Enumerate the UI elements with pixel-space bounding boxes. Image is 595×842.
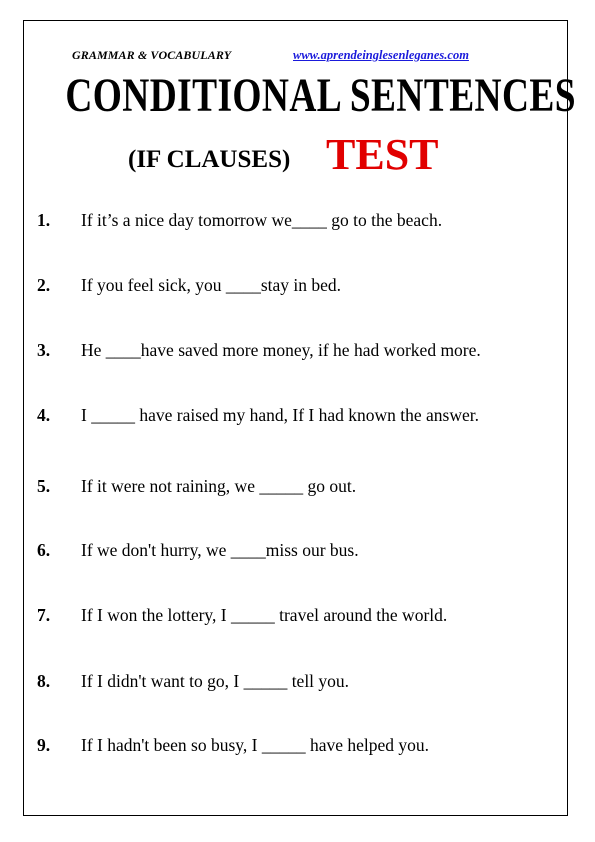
document-header	[0, 48, 595, 66]
category-label: GRAMMAR & VOCABULARY	[72, 48, 232, 62]
question-item	[0, 210, 595, 234]
question-text: If I won the lottery, I _____ travel around the world.	[81, 605, 448, 625]
question-number: 8.	[37, 671, 51, 691]
question-item	[0, 540, 595, 564]
question-text: If we don't hurry, we ____miss our bus.	[81, 540, 359, 560]
question-text: If it’s a nice day tomorrow we____ go to the beach.	[81, 210, 443, 230]
question-item	[0, 275, 595, 299]
question-number: 2.	[37, 275, 51, 295]
subtitle-row	[0, 130, 595, 184]
question-text: If I hadn't been so busy, I _____ have helped you.	[81, 735, 430, 755]
question-text: If it were not raining, we _____ go out.	[81, 476, 357, 496]
website-link[interactable]: www.aprendeinglesenleganes.com	[293, 48, 469, 62]
question-item	[0, 340, 595, 364]
question-number: 7.	[37, 605, 51, 625]
page-subtitle: (IF CLAUSES)	[128, 146, 291, 173]
question-number: 4.	[37, 405, 51, 425]
question-item	[0, 605, 595, 629]
question-item	[0, 476, 595, 500]
question-text: I _____ have raised my hand, If I had known the answer.	[81, 405, 480, 425]
question-number: 5.	[37, 476, 51, 496]
question-item	[0, 735, 595, 759]
test-label: TEST	[326, 130, 439, 179]
question-text: If I didn't want to go, I _____ tell you.	[81, 671, 350, 691]
question-item	[0, 405, 595, 429]
question-text: He ____have saved more money, if he had worked more.	[81, 340, 481, 360]
question-number: 1.	[37, 210, 51, 230]
question-text: If you feel sick, you ____stay in bed.	[81, 275, 342, 295]
question-item	[0, 671, 595, 695]
question-number: 6.	[37, 540, 51, 560]
page-title: CONDITIONAL SENTENCES	[65, 69, 576, 122]
question-number: 3.	[37, 340, 51, 360]
question-number: 9.	[37, 735, 51, 755]
